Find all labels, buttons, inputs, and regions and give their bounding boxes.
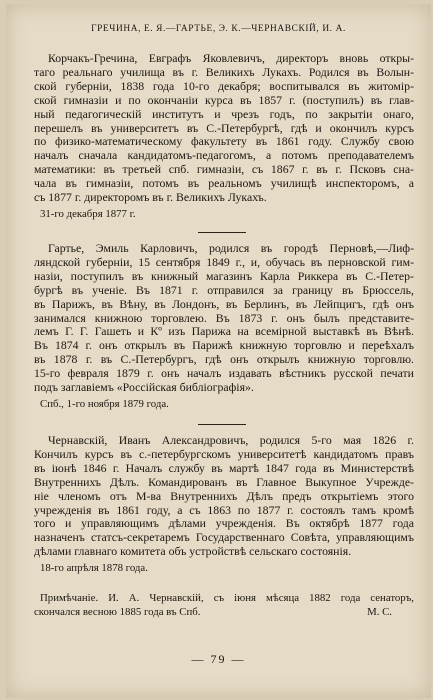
footnote-text: скончался весною 1885 года въ Спб. <box>34 605 201 618</box>
text-line: 15-го февраля 1879 г. онъ началъ издавать вѣстникъ русской печати <box>34 366 414 381</box>
text-line: таго реальнаго училища въ г. Великихъ Лукахъ. Родился въ Волын- <box>34 64 414 79</box>
text-line: перешелъ въ университетъ въ С.-Петербургѣ, гдѣ и окончилъ курсъ <box>34 120 414 135</box>
entry-date: 18-го апрѣля 1878 года. <box>40 562 148 575</box>
text-line: назначенъ статсъ-секретаремъ Государственнаго Совѣта, управляющимъ <box>34 530 414 545</box>
book-page <box>6 4 431 698</box>
text-line: ляндской губерніи, 15 сентября 1849 г., и, обучась въ перновской гим- <box>34 254 414 269</box>
text-line: ской гимназіи и по окончаніи курса въ 1857 г. (поступилъ) въ глав- <box>34 92 414 107</box>
text-line: назіи, поступилъ въ книжный магазинъ Карла Риккера въ С.-Петер- <box>34 268 414 283</box>
footnote-initials: М. С. <box>367 605 392 618</box>
text-line: Чернавскій, Иванъ Александровичъ, родился 5-го мая 1826 г. <box>48 433 414 447</box>
text-line: подъ заглавіемъ «Россійская библіографія». <box>34 380 254 395</box>
text-line: Кончилъ курсъ въ с.-петербургскомъ университетѣ кандидатомъ правъ <box>34 446 414 461</box>
entry-date: Спб., 1-го ноября 1879 года. <box>40 397 169 410</box>
text-line: дѣлами главнаго комитета объ устройствѣ сельскаго состоянія. <box>34 544 352 559</box>
text-line: ный педагогическій институтъ и чрезъ годъ, по закрытіи онаго, <box>34 106 414 121</box>
entry-chernavsky <box>34 434 414 575</box>
entry-gartye <box>34 242 414 411</box>
text-line: въ іюнѣ 1846 г. Началъ службу въ мартѣ 1847 года въ Министерствѣ <box>34 460 414 475</box>
text-line: того и управляющимъ дѣлами учрежденія. Въ октябрѣ 1877 года <box>34 516 414 531</box>
text-line: чала въ гимназіи, потомъ въ реальномъ училищѣ инспекторомъ, а <box>34 176 414 191</box>
text-line: бургѣ въ ученіе. Въ 1871 г. отправился за границу въ Брюссель, <box>34 282 414 297</box>
text-line: ніе членомъ отъ М-ва Внутреннихъ Дѣлъ предъ открытіемъ этого <box>34 488 414 503</box>
text-line: Внутреннихъ Дѣлъ. Командированъ въ Главное Выкупное Учрежде- <box>34 474 414 489</box>
text-line: въ 1878 г. въ С.-Петербургъ, гдѣ онъ открылъ книжную торговлю. <box>34 352 414 367</box>
footnote-line <box>34 606 414 620</box>
footnote-line: Примѣчаніе. И. А. Чернавскій, съ іюня мѣсяца 1882 года сенаторъ, <box>40 592 414 604</box>
section-divider <box>198 424 246 425</box>
entry-date: 31-го декабря 1877 г. <box>40 207 136 220</box>
entry-grechina <box>34 52 414 221</box>
text-line: по физико-математическому факультету въ 1861 году. Службу свою <box>34 134 414 149</box>
footnote <box>34 592 414 619</box>
text-line: лемъ Г. Г. Гашеть и Кº изъ Парижа на всемірной выставкѣ въ Вѣнѣ. <box>34 324 414 339</box>
text-line: Корчакъ-Гречина, Евграфъ Яковлевичъ, директоръ вновь откры- <box>48 51 414 65</box>
text-line: съ 1877 г. директоромъ въ г. Великихъ Лукахъ. <box>34 190 267 205</box>
text-line: занимался книжною торговлею. Въ 1873 г. онъ былъ представите- <box>34 310 414 325</box>
section-divider <box>198 232 246 233</box>
running-header: ГРЕЧИНА, Е. Я.—ГАРТЬЕ, Э. К.—ЧЕРНАВСКІЙ, И. А. <box>91 24 346 34</box>
text-line: учрежденія въ 1861 году, а съ 1863 по 1877 г. состоялъ тамъ кромѣ <box>34 502 414 517</box>
page-number: — 79 — <box>191 652 246 666</box>
text-line: ской губерніи, 1838 года 10-го декабря; воспитывался въ житомір- <box>34 78 414 93</box>
text-line: Въ 1874 г. онъ открылъ въ Парижѣ книжную торговлю и переѣхалъ <box>34 338 414 353</box>
text-line: началъ сначала кандидатомъ-педагогомъ, а потомъ преподавателемъ <box>34 148 414 163</box>
text-line: въ Парижъ, въ Вѣну, въ Лондонъ, въ Берлинъ, въ Лейпцигъ, гдѣ онъ <box>34 296 414 311</box>
text-line: математики: въ третьей спб. гимназіи, съ 1867 г. въ г. Псковъ сна- <box>34 162 414 177</box>
text-line: Гартье, Эмиль Карловичъ, родился въ городѣ Перновѣ,—Лиф- <box>48 241 414 255</box>
